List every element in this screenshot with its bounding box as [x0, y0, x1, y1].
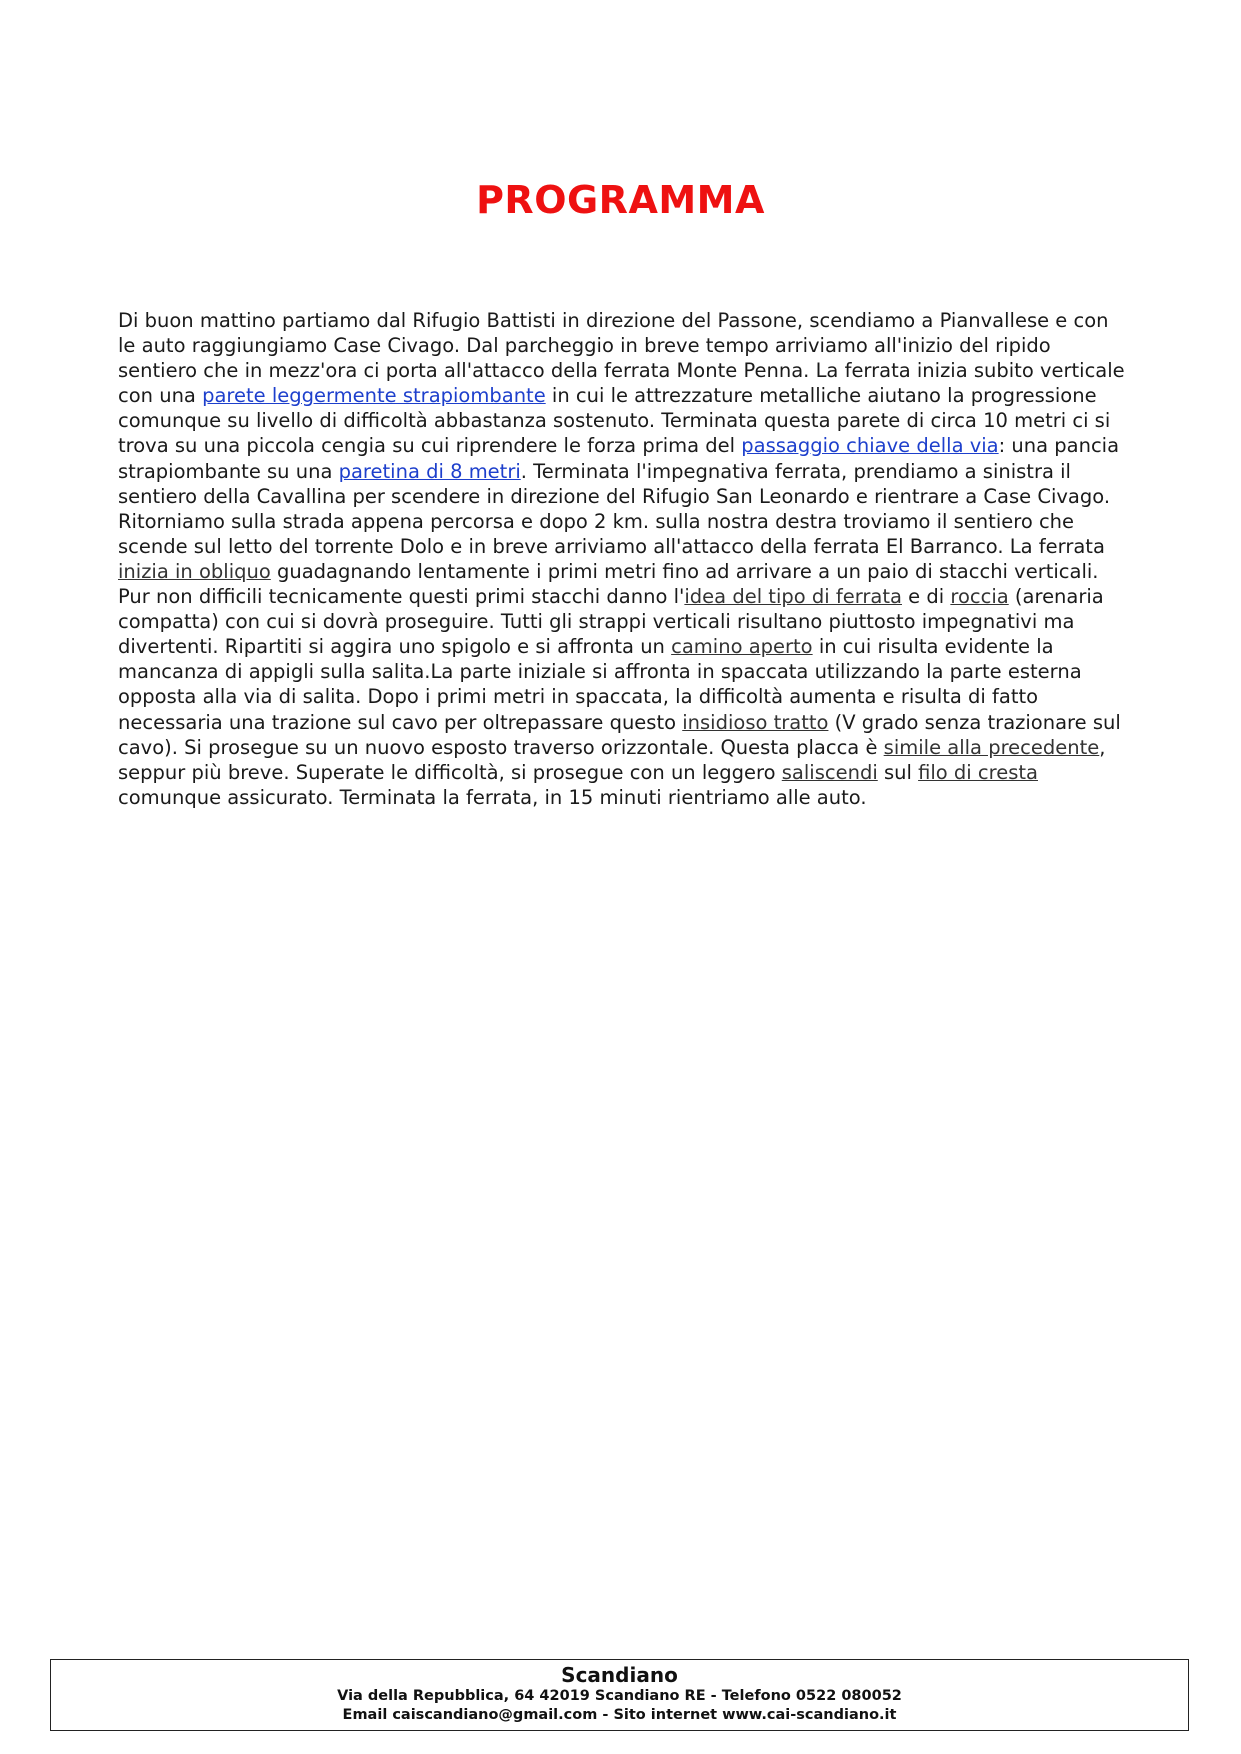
underlined-saliscendi[interactable]: saliscendi: [781, 760, 878, 784]
underlined-camino-aperto[interactable]: camino aperto: [671, 635, 813, 659]
underlined-inizia-obliquo[interactable]: inizia in obliquo: [118, 559, 271, 583]
text-segment: in cui le attrezzature metalliche aiutano la progressione comunque su livello di difficoltà abbastanza sostenuto. Terminata questa parete di circa 10 metri ci si trova su una piccola cengia su cui riprendere le forza prima del: [118, 384, 1111, 458]
text-segment: Di buon mattino partiamo dal Rifugio Battisti in direzione del Passone, scendiamo a Pianvallese e con le auto raggiungiamo Case Civago. Dal parcheggio in breve tempo arriviamo all'inizio del ripido sentiero che in mezz'ora ci porta all'attacco della ferrata Monte Penna. La ferrata inizia subito verticale con una: [118, 309, 1125, 408]
footer-contact: Email caiscandiano@gmail.com - Sito internet www.cai-scandiano.it: [342, 1707, 897, 1723]
footer-box: [50, 1659, 1189, 1731]
underlined-simile-precedente[interactable]: simile alla precedente: [883, 735, 1100, 759]
text-segment: guadagnando lentamente i primi metri fino ad arrivare a un paio di stacchi verticali. Pur non difficili tecnicamente questi primi stacchi danno l': [118, 559, 1099, 609]
link-paretina-8-metri[interactable]: paretina di 8 metri: [338, 459, 521, 483]
text-segment: : una pancia strapiombante su una: [118, 434, 1120, 483]
text-segment: in cui risulta evidente la mancanza di appigli sulla salita.La parte iniziale si affronta in spaccata utilizzando la parte esterna opposta alla via di salita. Dopo i primi metri in spaccata, la difficoltà aumenta e risulta di fatto necessaria una trazione sul cavo per oltrepassare questo: [118, 635, 1082, 734]
text-segment: comunque assicurato. Terminata la ferrata, in 15 minuti rientriamo alle auto.: [118, 785, 867, 809]
underlined-insidioso-tratto[interactable]: insidioso tratto: [682, 710, 829, 734]
underlined-roccia[interactable]: roccia: [950, 585, 1009, 609]
text-segment: , seppur più breve. Superate le difficoltà, si prosegue con un leggero: [118, 735, 1106, 784]
text-segment: e di: [901, 585, 951, 609]
underlined-filo-cresta[interactable]: filo di cresta: [918, 760, 1038, 784]
footer-org-name: Scandiano: [561, 1663, 678, 1687]
program-description: [118, 308, 1128, 810]
text-segment: . Terminata l'impegnativa ferrata, prendiamo a sinistra il sentiero della Cavallina per scendere in direzione del Rifugio San Leonardo e rientrare a Case Civago. Ritorniamo sulla strada appena percorsa e dopo 2 km. sulla nostra destra troviamo il sentiero che scende sul letto del torrente Dolo e in breve arriviamo all'attacco della ferrata El Barranco. La ferrata: [118, 459, 1111, 558]
text-segment: (arenaria compatta) con cui si dovrà proseguire. Tutti gli strappi verticali risultano piuttosto impegnativi ma divertenti. Ripartiti si aggira uno spigolo e si affronta un: [118, 585, 1104, 659]
link-passaggio-chiave[interactable]: passaggio chiave della via: [741, 434, 999, 458]
text-segment: (V grado senza trazionare sul cavo). Si prosegue su un nuovo esposto traverso orizzontale. Questa placca è: [118, 710, 1121, 759]
link-parete-strapiombante[interactable]: parete leggermente strapiombante: [202, 384, 546, 408]
text-segment: sul: [877, 760, 919, 784]
underlined-idea-tipo-ferrata[interactable]: idea del tipo di ferrata: [684, 585, 902, 609]
footer-address: Via della Repubblica, 64 42019 Scandiano RE - Telefono 0522 080052: [337, 1688, 902, 1704]
page-title: PROGRAMMA: [476, 178, 765, 222]
